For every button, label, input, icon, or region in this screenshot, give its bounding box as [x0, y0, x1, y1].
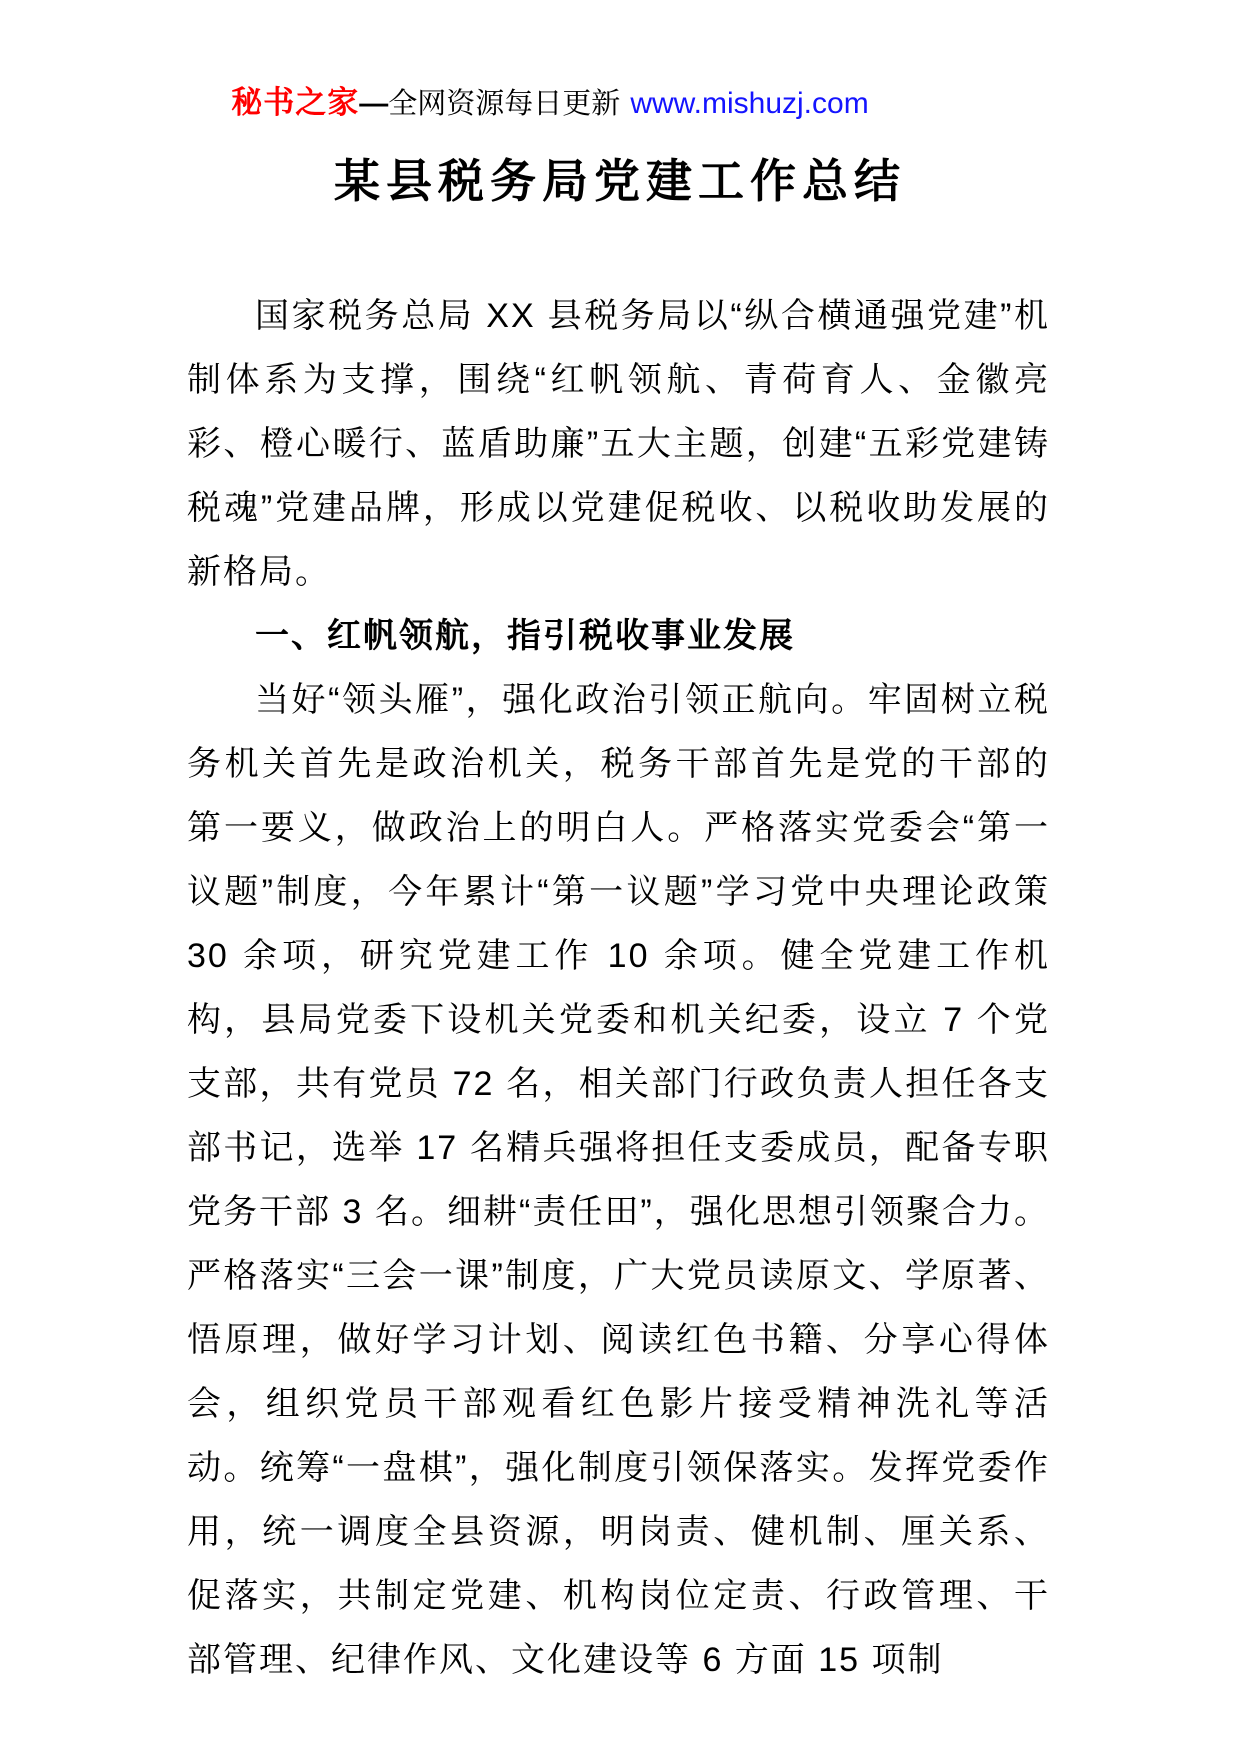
site-brand: 秘书之家 — [231, 85, 360, 120]
header-dash: — — [359, 88, 389, 120]
site-tagline: 全网资源每日更新 — [388, 88, 621, 120]
section-heading: 一、红帆领航，指引税收事业发展 — [255, 617, 795, 655]
body-paragraph: 国家税务总局 XX 县税务局以“纵合横通强党建”机制体系为支撑，围绕“红帆领航、青荷育人、金徽亮彩、橙心暖行、蓝盾助廉”五大主题，创建“五彩党建铸税魂”党建品牌，形成以党建促税收、以税收助发展的新格局。 — [187, 297, 1050, 591]
site-header — [0, 82, 1240, 125]
document-title: 某县税务局党建工作总结 — [334, 155, 906, 207]
site-url-link[interactable]: www.mishuzj.com — [630, 87, 869, 120]
document-body — [0, 284, 1240, 1692]
body-paragraph: 当好“领头雁”，强化政治引领正航向。牢固树立税务机关首先是政治机关，税务干部首先是党的干部的第一要义，做政治上的明白人。严格落实党委会“第一议题”制度，今年累计“第一议题”学习党中央理论政策 30 余项，研究党建工作 10 余项。健全党建工作机构，县局党委下设机关党委和机关纪委，设立 7 个党支部，共有党员 72 名，相关部门行政负责人担任各支部书记，选举 17 名精兵强将担任支委成员，配备专职党务干部 3 名。细耕“责任田”，强化思想引领聚合力。严格落实“三会一课”制度，广大党员读原文、学原著、悟原理，做好学习计划、阅读红色书籍、分享心得体会，组织党员干部观看红色影片接受精神洗礼等活动。统筹“一盘棋”，强化制度引领保落实。发挥党委作用，统一调度全县资源，明岗责、健机制、厘关系、促落实，共制定党建、机构岗位定责、行政管理、干部管理、纪律作风、文化建设等 6 方面 15 项制 — [187, 681, 1050, 1679]
